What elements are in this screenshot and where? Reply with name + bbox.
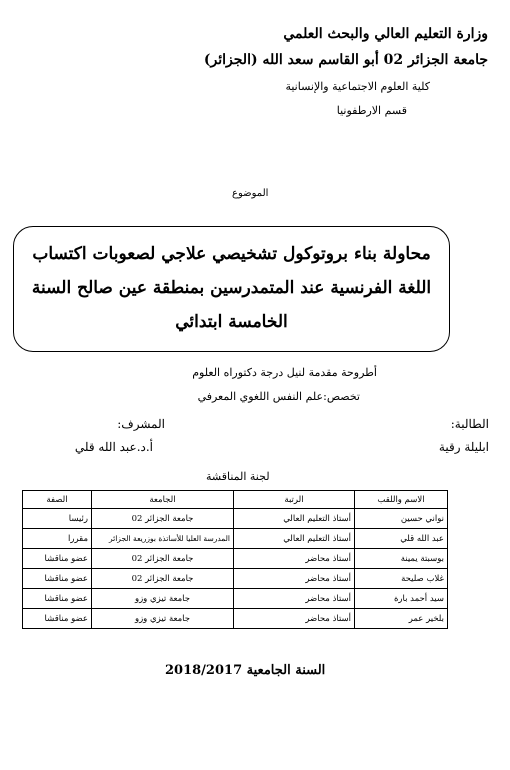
member-university: جامعة تيزي وزو bbox=[92, 609, 234, 629]
member-name: غلاب صليحة bbox=[355, 569, 448, 589]
committee-table bbox=[22, 490, 448, 629]
member-name: بلخير عمر bbox=[355, 609, 448, 629]
student-label: الطالبة: bbox=[450, 417, 489, 431]
table-row bbox=[23, 569, 448, 589]
member-role: رئيسا bbox=[23, 509, 92, 529]
col-header-university: الجامعة bbox=[92, 491, 234, 509]
member-name: بوسبتة يمينة bbox=[355, 549, 448, 569]
academic-year: السنة الجامعية 2018/2017 bbox=[165, 663, 326, 678]
supervisor-label: المشرف: bbox=[117, 417, 165, 431]
table-row bbox=[23, 589, 448, 609]
table-header-row bbox=[23, 491, 448, 509]
col-header-name: الاسم واللقب bbox=[355, 491, 448, 509]
member-role: عضو مناقشا bbox=[23, 609, 92, 629]
thesis-title-line-3: الخامسة ابتدائي bbox=[175, 312, 288, 332]
member-rank: أستاذ محاضر bbox=[234, 549, 355, 569]
member-rank: أستاذ محاضر bbox=[234, 569, 355, 589]
member-university: المدرسة العليا للأساتذة بوزريعة الجزائر bbox=[92, 529, 234, 549]
member-name: عبد الله قلي bbox=[355, 529, 448, 549]
member-role: عضو مناقشا bbox=[23, 549, 92, 569]
member-rank: أستاذ محاضر bbox=[234, 609, 355, 629]
thesis-title-line-2: اللغة الفرنسية عند المتمدرسين بمنطقة عين صالح السنة bbox=[31, 278, 432, 298]
specialty: تخصص:علم النفس اللغوي المعرفي bbox=[197, 390, 360, 403]
thesis-title-line-1: محاولة بناء بروتوكول تشخيصي علاجي لصعوبات اكتساب bbox=[32, 244, 431, 264]
member-university: جامعة تيزي وزو bbox=[92, 589, 234, 609]
member-role: عضو مناقشا bbox=[23, 569, 92, 589]
student-name: ابليلة رقية bbox=[438, 440, 489, 454]
table-row bbox=[23, 509, 448, 529]
member-rank: أستاذ محاضر bbox=[234, 589, 355, 609]
supervisor-name: أ.د.عبد الله قلي bbox=[74, 440, 153, 454]
member-rank: أستاذ التعليم العالي bbox=[234, 529, 355, 549]
table-row bbox=[23, 549, 448, 569]
thesis-note: أطروحة مقدمة لنيل درجة دكتوراه العلوم bbox=[192, 366, 377, 379]
department-name: قسم الارطفونيا bbox=[336, 104, 407, 117]
ministry-name: وزارة التعليم العالي والبحث العلمي bbox=[283, 26, 488, 42]
table-row bbox=[23, 529, 448, 549]
col-header-role: الصفة bbox=[23, 491, 92, 509]
table-row bbox=[23, 609, 448, 629]
member-university: جامعة الجزائر 02 bbox=[92, 509, 234, 529]
member-university: جامعة الجزائر 02 bbox=[92, 549, 234, 569]
subject-label: الموضوع bbox=[232, 188, 269, 199]
faculty-name: كلية العلوم الاجتماعية والإنسانية bbox=[285, 80, 430, 93]
member-rank: أستاذ التعليم العالي bbox=[234, 509, 355, 529]
col-header-rank: الرتبة bbox=[234, 491, 355, 509]
thesis-title-box bbox=[13, 226, 450, 352]
committee-title: لجنة المناقشة bbox=[206, 470, 270, 483]
member-role: مقررا bbox=[23, 529, 92, 549]
member-role: عضو مناقشا bbox=[23, 589, 92, 609]
member-name: نواني حسين bbox=[355, 509, 448, 529]
university-name: جامعة الجزائر 02 أبو القاسم سعد الله (الجزائر) bbox=[203, 52, 488, 68]
member-university: جامعة الجزائر 02 bbox=[92, 569, 234, 589]
member-name: سيد أحمد بارة bbox=[355, 589, 448, 609]
